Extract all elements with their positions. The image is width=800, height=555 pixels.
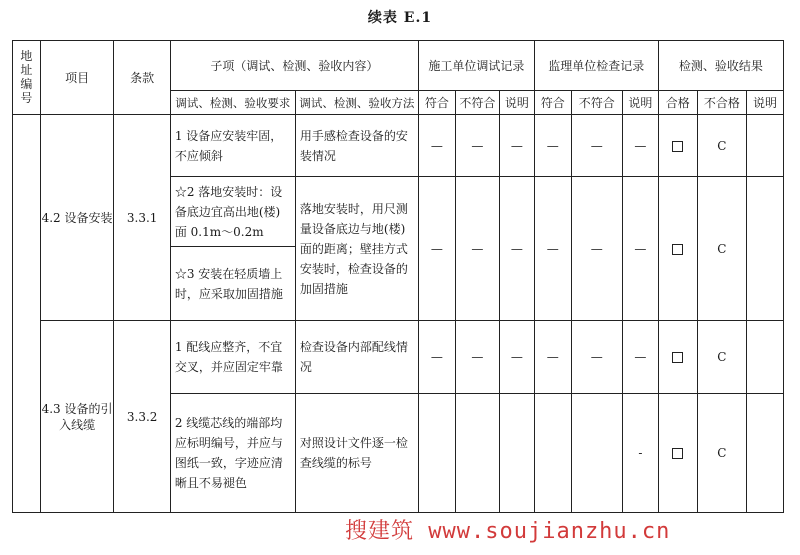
group-clause: 3.3.2 <box>114 321 170 513</box>
requirement-cell: 1 配线应整齐，不宜交叉，并应固定牢靠 <box>170 321 295 394</box>
pass-checkbox[interactable] <box>658 394 697 513</box>
header-note: 说明 <box>622 91 658 115</box>
result-note <box>746 321 783 394</box>
fail-mark: C <box>697 394 746 513</box>
checkbox-icon <box>672 352 683 363</box>
watermark: 搜建筑 www.soujianzhu.cn <box>345 519 671 544</box>
supervision-note: — <box>622 115 658 177</box>
result-note <box>746 394 783 513</box>
supervision-conform: — <box>534 115 571 177</box>
checkbox-icon <box>672 244 683 255</box>
header-supervision-unit: 监理单位检查记录 <box>534 41 658 91</box>
header-fail: 不合格 <box>697 91 746 115</box>
supervision-nonconform: — <box>571 321 622 394</box>
pass-checkbox[interactable] <box>658 115 697 177</box>
requirement-cell: 2 线缆芯线的端部均应标明编号，并应与图纸一致，字迹应清晰且不易褪色 <box>170 394 295 513</box>
header-method: 调试、检测、验收方法 <box>295 91 418 115</box>
construction-note: — <box>499 321 534 394</box>
header-note: 说明 <box>499 91 534 115</box>
checkbox-icon <box>672 448 683 459</box>
header-nonconform: 不符合 <box>455 91 499 115</box>
construction-nonconform: — <box>455 321 499 394</box>
construction-conform: — <box>418 321 455 394</box>
header-address-code: 地址编号 <box>13 41 41 115</box>
group-item: 4.3 设备的引入线缆 <box>40 321 114 513</box>
supervision-note: — <box>622 177 658 321</box>
supervision-nonconform: — <box>571 115 622 177</box>
header-result-group: 检测、验收结果 <box>658 41 783 91</box>
header-item: 项目 <box>40 41 114 115</box>
pass-checkbox[interactable] <box>658 321 697 394</box>
supervision-note: — <box>622 321 658 394</box>
construction-nonconform <box>455 394 499 513</box>
fail-mark: C <box>697 115 746 177</box>
method-cell: 对照设计文件逐一检查线缆的标号 <box>295 394 418 513</box>
acceptance-record-table <box>12 40 784 513</box>
construction-conform <box>418 394 455 513</box>
construction-nonconform: — <box>455 177 499 321</box>
construction-nonconform: — <box>455 115 499 177</box>
requirement-cell: 1 设备应安装牢固，不应倾斜 <box>170 115 295 177</box>
construction-note: — <box>499 115 534 177</box>
construction-conform: — <box>418 177 455 321</box>
group-item: 4.2 设备安装 <box>40 115 114 321</box>
method-cell: 用手感检查设备的安装情况 <box>295 115 418 177</box>
pass-checkbox[interactable] <box>658 177 697 321</box>
supervision-conform <box>534 394 571 513</box>
checkbox-icon <box>672 141 683 152</box>
header-pass: 合格 <box>658 91 697 115</box>
construction-conform: — <box>418 115 455 177</box>
result-note <box>746 115 783 177</box>
construction-note: — <box>499 177 534 321</box>
construction-note <box>499 394 534 513</box>
supervision-nonconform <box>571 394 622 513</box>
requirement-cell: ☆2 落地安装时：设备底边宜高出地(楼)面 0.1m～0.2m <box>170 177 295 247</box>
header-sub-item: 子项（调试、检测、验收内容） <box>170 41 418 91</box>
supervision-conform: — <box>534 177 571 321</box>
fail-mark: C <box>697 177 746 321</box>
method-cell: 检查设备内部配线情况 <box>295 321 418 394</box>
header-requirement: 调试、检测、验收要求 <box>170 91 295 115</box>
group-clause: 3.3.1 <box>114 115 170 321</box>
header-conform: 符合 <box>418 91 455 115</box>
supervision-conform: — <box>534 321 571 394</box>
address-code-cell <box>13 115 41 513</box>
table-title: 续表 E.1 <box>367 10 433 26</box>
supervision-nonconform: — <box>571 177 622 321</box>
fail-mark: C <box>697 321 746 394</box>
supervision-note: - <box>622 394 658 513</box>
header-clause: 条款 <box>114 41 170 115</box>
header-construction-unit: 施工单位调试记录 <box>418 41 534 91</box>
method-cell: 落地安装时，用尺测量设备底边与地(楼)面的距离；壁挂方式安装时，检查设备的加固措施 <box>295 177 418 321</box>
header-conform: 符合 <box>534 91 571 115</box>
result-note <box>746 177 783 321</box>
requirement-cell: ☆3 安装在轻质墙上时，应采取加固措施 <box>170 247 295 321</box>
header-nonconform: 不符合 <box>571 91 622 115</box>
header-note: 说明 <box>746 91 783 115</box>
